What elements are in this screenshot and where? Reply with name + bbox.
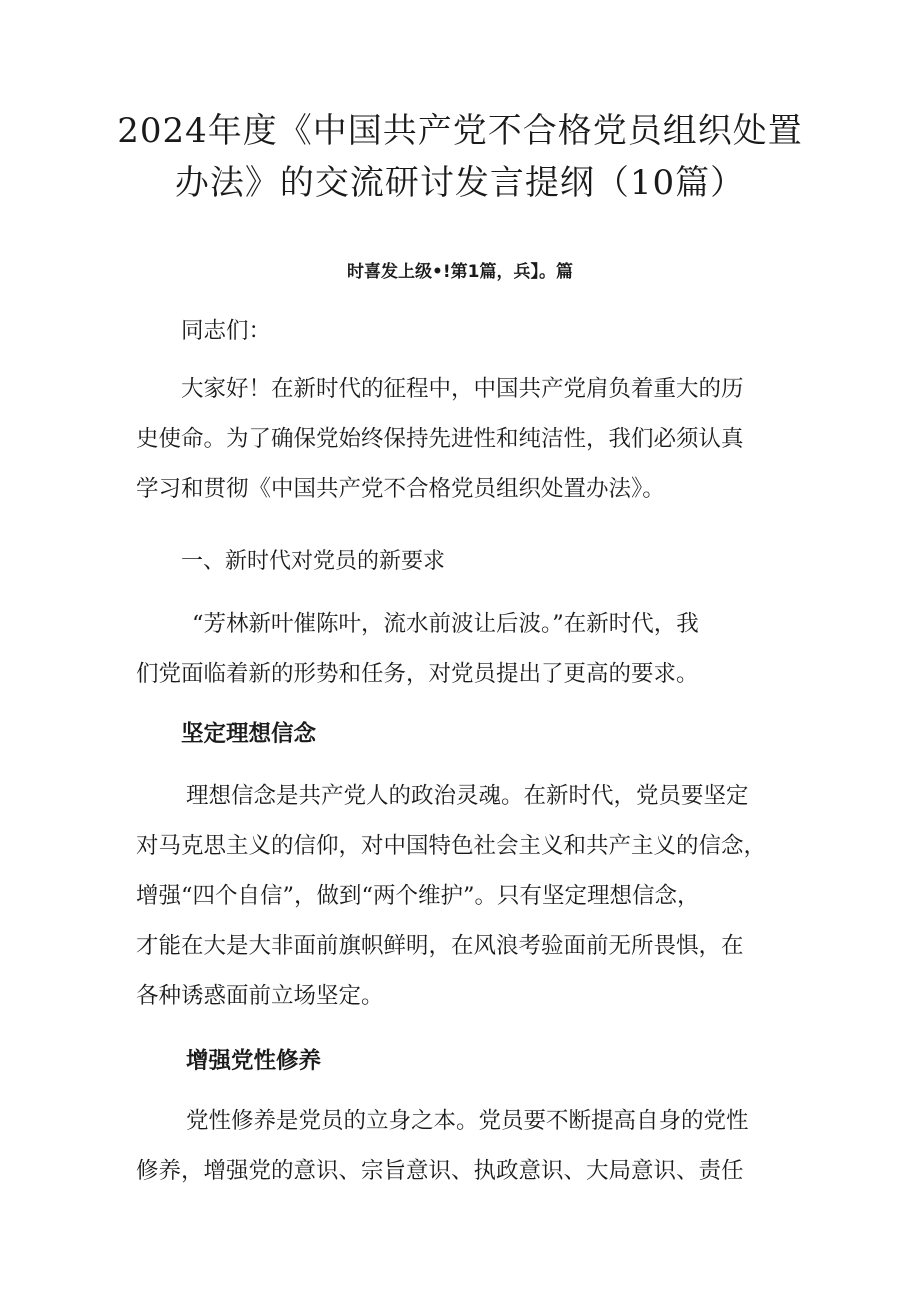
ideals-line-3: 增强“四个自信”，做到“两个维护”。只有坚定理想信念， (136, 883, 700, 909)
subheading-party-spirit: 增强党性修养 (186, 1048, 322, 1074)
party-spirit-line-1: 党性修养是党员的立身之本。党员要不断提高自身的党性 (186, 1108, 749, 1134)
section-heading-1: 一、新时代对党员的新要求 (181, 549, 446, 574)
ideals-line-4: 才能在大是大非面前旗帜鲜明，在风浪考验面前无所畏惧，在 (136, 933, 744, 959)
document-subtitle: 时喜发上级•!第1篇，兵】。篇 (347, 262, 573, 282)
intro-line-1: 大家好！在新时代的征程中，中国共产党肩负着重大的历 (181, 376, 744, 402)
ideals-line-1: 理想信念是共产党人的政治灵魂。在新时代，党员要坚定 (186, 783, 749, 809)
quote-line-1: “芳林新叶催陈叶，流水前波让后波。”在新时代，我 (192, 611, 699, 637)
party-spirit-line-2: 修养，增强党的意识、宗旨意识、执政意识、大局意识、责任 (136, 1158, 744, 1184)
ideals-line-5: 各种诱惑面前立场坚定。 (136, 983, 384, 1009)
quote-line-2: 们党面临着新的形势和任务，对党员提出了更高的要求。 (136, 661, 699, 687)
intro-line-2: 史使命。为了确保党始终保持先进性和纯洁性，我们必须认真 (136, 426, 744, 452)
intro-line-3: 学习和贯彻《中国共产党不合格党员组织处置办法》。 (136, 476, 665, 502)
document-title-line-1: 2024年度《中国共产党不合格党员组织处置 (117, 111, 803, 151)
greeting: 同志们： (181, 318, 272, 344)
ideals-line-2: 对马克思主义的信仰，对中国特色社会主义和共产主义的信念， (136, 833, 767, 859)
subheading-ideals: 坚定理想信念 (181, 721, 317, 747)
document-title-line-2: 办法》的交流研讨发言提纲（10篇） (174, 163, 746, 203)
